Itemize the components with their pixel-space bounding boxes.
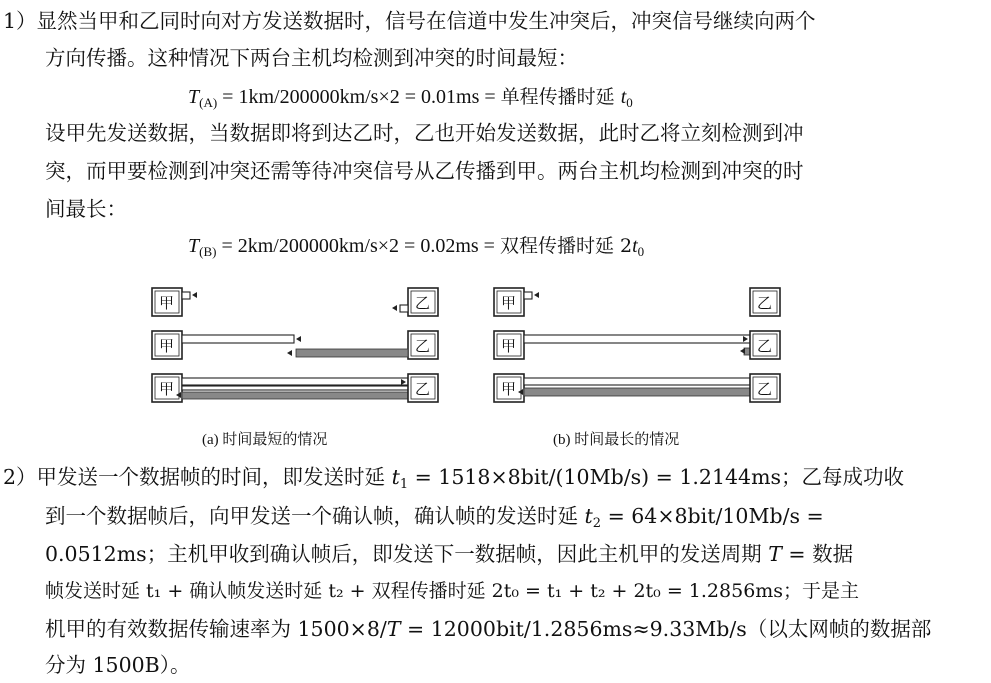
host-a-box [152, 374, 182, 402]
formula-b [188, 233, 644, 259]
formula-b-tsub: 0 [637, 244, 645, 259]
host-b-box [750, 331, 780, 359]
p2-l5T: T [386, 617, 401, 641]
caption-b: (b) 时间最长的情况 [553, 432, 680, 448]
formula-a [188, 84, 633, 110]
formula-a-expr: = 1km/200000km/s×2 = 0.01ms = [217, 86, 501, 108]
svg-text:乙: 乙 [415, 294, 431, 312]
svg-text:甲: 甲 [159, 380, 175, 398]
formula-b-label: 双程传播时延 2 [499, 235, 633, 257]
svg-text:甲: 甲 [501, 337, 517, 355]
formula-b-sub: (B) [199, 244, 217, 259]
p2-line5 [45, 616, 931, 642]
p1-line2: 方向传播。这种情况下两台主机均检测到冲突的时间最短： [45, 46, 578, 70]
p2-l2a: 到一个数据帧后，向甲发送一个确认帧，确认帧的发送时延 [45, 504, 585, 528]
p1-line5: 间最长： [45, 197, 127, 221]
p2-l1t: t [391, 465, 400, 489]
host-a-box [152, 331, 182, 359]
host-a-box [494, 288, 524, 316]
svg-text:甲: 甲 [501, 294, 517, 312]
svg-text:乙: 乙 [757, 337, 773, 355]
host-b-box [408, 288, 438, 316]
p2-l2b: = 64×8bit/10Mb/s = [601, 504, 824, 528]
p2-l1a: 甲发送一个数据帧的时间，即发送时延 [36, 465, 392, 489]
p1-number: 1） [3, 9, 37, 33]
p2-l3a: 0.0512ms；主机甲收到确认帧后，即发送下一数据帧，因此主机甲的发送周期 [45, 542, 769, 566]
formula-b-t: t [632, 235, 638, 257]
diagram-b [494, 288, 780, 402]
p2-number: 2） [3, 465, 37, 489]
svg-text:乙: 乙 [415, 337, 431, 355]
host-a-box [152, 288, 182, 316]
host-b-box [408, 374, 438, 402]
p2-l5a: 机甲的有效数据传输速率为 1500×8/ [45, 617, 387, 641]
svg-text:乙: 乙 [757, 380, 773, 398]
p2-l2t: t [584, 504, 593, 528]
p2-line4: 帧发送时延 t₁ + 确认帧发送时延 t₂ + 双程传播时延 2t₀ = t₁ + t₂ + 2t₀ = 1.2856ms；于是主 [45, 580, 860, 602]
collision-figure [140, 278, 800, 418]
p1-line1 [3, 8, 816, 34]
formula-a-T: T [188, 86, 200, 108]
formula-a-tsub: 0 [626, 95, 633, 110]
diagram-a [152, 288, 438, 402]
svg-text:乙: 乙 [415, 380, 431, 398]
host-a-box [494, 374, 524, 402]
svg-text:甲: 甲 [159, 294, 175, 312]
formula-a-t: t [620, 86, 627, 108]
p2-l3T: T [768, 542, 782, 566]
host-b-box [750, 288, 780, 316]
p1-line4: 突，而甲要检测到冲突还需等待冲突信号从乙传播到甲。两台主机均检测到冲突的时 [45, 159, 804, 183]
p2-l5b: = 12000bit/1.2856ms≈9.33Mb/s（以太网帧的数据部 [400, 617, 932, 641]
p1-line3: 设甲先发送数据，当数据即将到达乙时，乙也开始发送数据，此时乙将立刻检测到冲 [45, 121, 804, 145]
host-b-box [408, 331, 438, 359]
host-a-box [494, 331, 524, 359]
p1-text1: 显然当甲和乙同时向对方发送数据时，信号在信道中发生冲突后，冲突信号继续向两个 [36, 9, 816, 33]
formula-b-expr: = 2km/200000km/s×2 = 0.02ms = [216, 235, 500, 257]
svg-text:乙: 乙 [757, 294, 773, 312]
p2-line3 [45, 541, 853, 567]
p2-l1b: = 1518×8bit/(10Mb/s) = 1.2144ms；乙每成功收 [408, 465, 905, 489]
p2-l1sub: 1 [399, 477, 409, 492]
formula-a-sub: (A) [199, 95, 218, 110]
p2-l2sub: 2 [592, 516, 602, 531]
formula-a-label: 单程传播时延 [500, 86, 621, 108]
host-b-box [750, 374, 780, 402]
caption-a: (a) 时间最短的情况 [202, 432, 328, 448]
p2-line1 [3, 464, 904, 490]
p2-l3b: = 数据 [781, 542, 854, 566]
formula-b-T: T [188, 235, 200, 257]
svg-text:甲: 甲 [501, 380, 517, 398]
p2-line2 [45, 503, 824, 529]
p2-line6: 分为 1500B）。 [45, 653, 191, 677]
svg-text:甲: 甲 [159, 337, 175, 355]
